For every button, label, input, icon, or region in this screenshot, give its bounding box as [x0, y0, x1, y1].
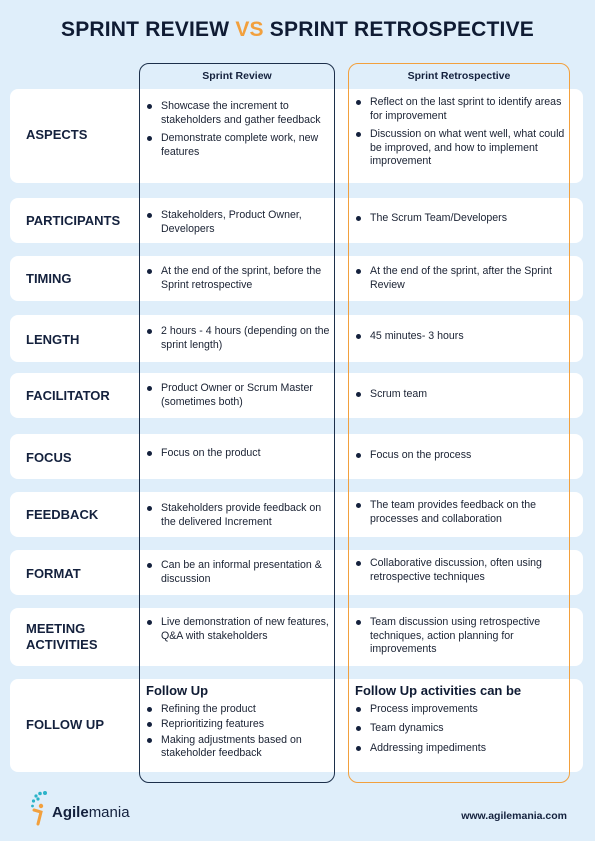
list-item: Showcase the increment to stakeholders and gather feedback — [146, 100, 336, 127]
column-header-review: Sprint Review — [202, 70, 272, 82]
list-item: Discussion on what went well, what could be improved, and how to implement improvement — [355, 128, 570, 169]
row-label: FEEDBACK — [26, 507, 99, 522]
list-item: Refining the product — [146, 703, 336, 717]
list-item: At the end of the sprint, before the Sprint retrospective — [146, 265, 336, 292]
agilemania-logo — [30, 790, 140, 830]
list-item: 2 hours - 4 hours (depending on the sprint length) — [146, 325, 336, 352]
list-item: Reprioritizing features — [146, 718, 336, 732]
list-item: Reflect on the last sprint to identify areas for improvement — [355, 96, 570, 123]
list-item: Making adjustments based on stakeholder feedback — [146, 734, 336, 761]
row-label: MEETING ACTIVITIES — [26, 621, 98, 652]
title-part2: SPRINT RETROSPECTIVE — [269, 18, 534, 41]
list-item: Stakeholders, Product Owner, Developers — [146, 209, 336, 236]
list-item: Addressing impediments — [355, 742, 570, 756]
row-label: LENGTH — [26, 332, 80, 347]
row-label: FOCUS — [26, 450, 72, 465]
row-label: FACILITATOR — [26, 388, 110, 403]
list-item: Process improvements — [355, 703, 570, 717]
list-item: 45 minutes- 3 hours — [355, 330, 570, 344]
list-item: At the end of the sprint, after the Sprint Review — [355, 265, 570, 292]
list-item: Stakeholders provide feedback on the delivered Increment — [146, 502, 336, 529]
list-item: Demonstrate complete work, new features — [146, 132, 336, 159]
row-label: FOLLOW UP — [26, 717, 104, 732]
sprint-review-column — [139, 63, 335, 783]
sprint-retrospective-column — [348, 63, 570, 783]
logo-wordmark: Agilemania — [52, 804, 130, 821]
title-part1: SPRINT REVIEW — [60, 18, 230, 41]
title-vs: VS — [235, 18, 264, 41]
row-label: PARTICIPANTS — [26, 213, 121, 228]
page-title — [0, 18, 595, 42]
list-item: Product Owner or Scrum Master (sometimes both) — [146, 382, 336, 409]
follow-up-heading: Follow Up activities can be — [355, 683, 522, 698]
list-item: Team discussion using retrospective techniques, action planning for improvements — [355, 616, 570, 657]
website-url: www.agilemania.com — [461, 810, 567, 822]
list-item: The Scrum Team/Developers — [355, 212, 570, 226]
row-label: ASPECTS — [26, 127, 88, 142]
list-item: Scrum team — [355, 388, 570, 402]
list-item: The team provides feedback on the processes and collaboration — [355, 499, 570, 526]
list-item: Team dynamics — [355, 722, 570, 736]
row-label: FORMAT — [26, 566, 81, 581]
list-item: Live demonstration of new features, Q&A with stakeholders — [146, 616, 336, 643]
list-item: Focus on the process — [355, 449, 570, 463]
row-label: TIMING — [26, 271, 72, 286]
column-header-retro: Sprint Retrospective — [407, 70, 511, 82]
list-item: Can be an informal presentation & discussion — [146, 559, 336, 586]
list-item: Focus on the product — [146, 447, 336, 461]
follow-up-heading: Follow Up — [146, 683, 209, 698]
list-item: Collaborative discussion, often using retrospective techniques — [355, 557, 570, 584]
